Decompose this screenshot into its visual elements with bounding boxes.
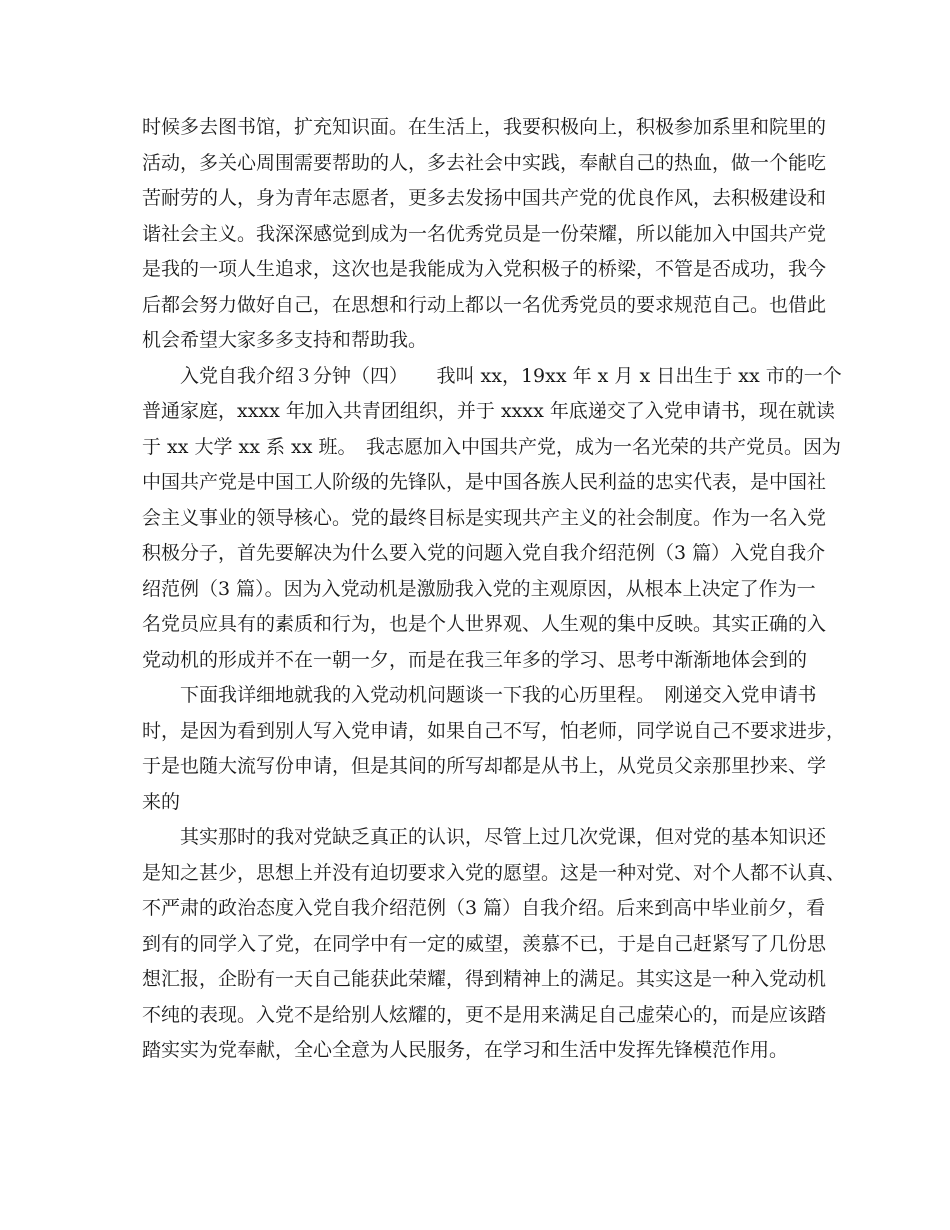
text-line: 时候多去图书馆，扩充知识面。在生活上，我要积极向上，积极参加系里和院里的 (142, 116, 827, 138)
text-line: 积极分子，首先要解决为什么要入党的问题入党自我介绍范例（3 篇）入党自我介 (142, 542, 826, 564)
text-line: 不严肃的政治态度入党自我介绍范例（3 篇）自我介绍。后来到高中毕业前夕，看 (142, 897, 826, 919)
text-line: 不纯的表现。入党不是给别人炫耀的，更不是用来满足自己虚荣心的，而是应该踏 (142, 1003, 827, 1026)
text-line: 踏实实为党奉献，全心全意为人民服务，在学习和生活中发挥先锋模范作用。 (142, 1039, 789, 1061)
text-line: 想汇报，企盼有一天自己能获此荣耀，得到精神上的满足。其实这是一种入党动机 (142, 968, 827, 990)
text-line: 时，是因为看到别人写入党申请，如果自己不写，怕老师，同学说自己不要求进步， (142, 719, 846, 742)
text-line: 下面我详细地就我的入党动机问题谈一下我的心历里程。 刚递交入党申请书 (180, 684, 817, 706)
text-line: 于是也随大流写份申请，但是其间的所写却都是从书上，从党员父亲那里抄来、学 (142, 755, 827, 777)
text-line: 其实那时的我对党缺乏真正的认识，尽管上过几次党课，但对党的基本知识还 (180, 826, 827, 848)
text-line: 党动机的形成并不在一朝一夕，而是在我三年多的学习、思考中渐渐地体会到的 (142, 648, 808, 671)
text-line: 谐社会主义。我深深感觉到成为一名优秀党员是一份荣耀，所以能加入中国共产党 (142, 222, 827, 245)
text-line: 中国共产党是中国工人阶级的先锋队，是中国各族人民利益的忠实代表，是中国社 (142, 471, 827, 493)
section-heading-line: 入党自我介绍３分钟（四） 我叫 xx，19xx 年 x 月 x 日出生于 xx 市的一个 (180, 364, 842, 387)
text-line: 普通家庭，xxxx 年加入共青团组织，并于 xxxx 年底递交了入党申请书，现在就读 (142, 400, 835, 422)
text-line: 是我的一项人生追求，这次也是我能成为入党积极子的桥梁，不管是否成功，我今 (142, 258, 827, 280)
text-line: 来的 (142, 790, 181, 813)
text-line: 绍范例（3 篇）。因为入党动机是激励我入党的主观原因，从根本上决定了作为一 (142, 577, 816, 600)
text-line: 是知之甚少，思想上并没有迫切要求入党的愿望。这是一种对党、对个人都不认真、 (142, 861, 846, 884)
text-line: 会主义事业的领导核心。党的最终目标是实现共产主义的社会制度。作为一名入党 (142, 506, 827, 529)
document-body (142, 110, 846, 1069)
text-line: 到有的同学入了党，在同学中有一定的威望，羡慕不已，于是自己赶紧写了几份思 (142, 932, 827, 955)
text-line: 机会希望大家多多支持和帮助我。 (142, 329, 428, 351)
text-line: 于 xx 大学 xx 系 xx 班。 我志愿加入中国共产党，成为一名光荣的共产党员。因为 (142, 435, 842, 458)
text-line: 后都会努力做好自己，在思想和行动上都以一名优秀党员的要求规范自己。也借此 (142, 293, 827, 316)
text-line: 苦耐劳的人，身为青年志愿者，更多去发扬中国共产党的优良作风，去积极建设和 (142, 187, 827, 209)
text-line: 名党员应具有的素质和行为，也是个人世界观、人生观的集中反映。其实正确的入 (142, 613, 827, 635)
text-line: 活动，多关心周围需要帮助的人，多去社会中实践，奉献自己的热血，做一个能吃 (142, 151, 827, 174)
